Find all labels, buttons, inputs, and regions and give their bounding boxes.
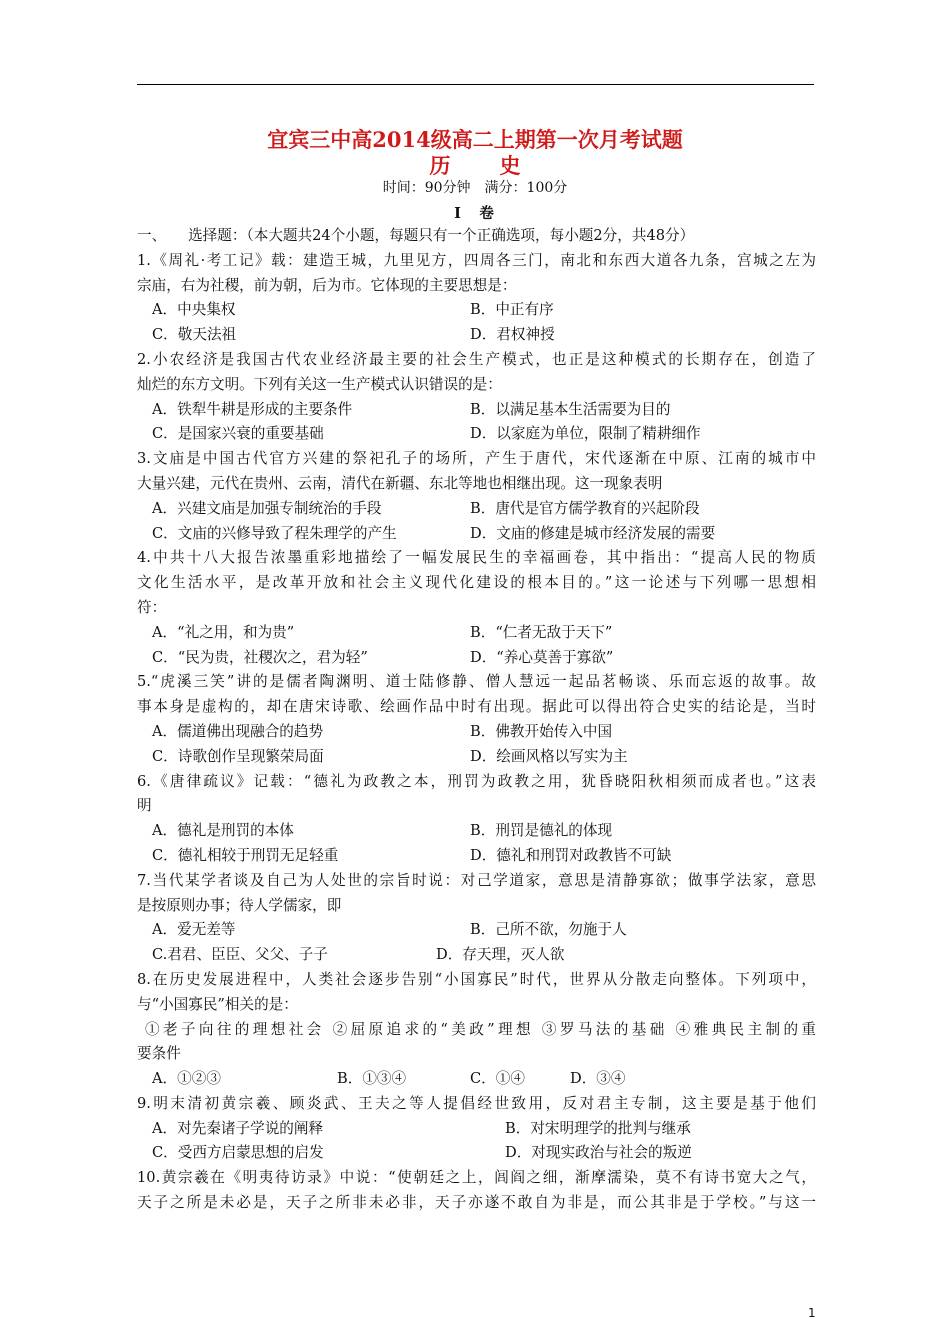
option-a: A．儒道佛出现融合的趋势 <box>152 722 324 740</box>
question-10-stem-line: 10.黄宗羲在《明夷待访录》中说：“使朝廷之上，闾阎之细，渐摩濡染，莫不有诗书宽大之气， <box>137 1169 816 1187</box>
option-c: C．诗歌创作呈现繁荣局面 <box>152 747 324 765</box>
option-c: C.君君、臣臣、父父、子子 <box>152 946 328 964</box>
option-b: B．以满足基本生活需要为目的 <box>470 400 671 418</box>
question-5-stem-line: 5.“虎溪三笑”讲的是儒者陶渊明、道士陆修静、僧人慧远一起品茗畅谈、乐而忘返的故事。故 <box>137 673 816 691</box>
option-a: A．对先秦诸子学说的阐释 <box>152 1119 324 1137</box>
option-b: B．己所不欲，勿施于人 <box>470 921 627 939</box>
option-d: D．德礼和刑罚对政教皆不可缺 <box>470 846 672 864</box>
option-c: C．受西方启蒙思想的启发 <box>152 1144 324 1162</box>
question-5-options <box>137 745 816 770</box>
question-5-stem-line: 事本身是虚构的，却在唐宋诗歌、绘画作品中时有出现。据此可以得出符合史实的结论是，当时 <box>137 698 816 716</box>
option-c: C．“民为贵，社稷次之，君为轻” <box>152 648 368 666</box>
question-6-stem-line: 6.《唐律疏议》记载：“德礼为政教之本，刑罚为政教之用，犹昏晓阳秋相须而成者也。”这表 <box>137 772 816 790</box>
option-c: C．①④ <box>470 1070 525 1088</box>
question-9-options <box>137 1141 816 1166</box>
question-1-options <box>137 323 816 348</box>
option-b: B．“仁者无敌于天下” <box>470 623 613 641</box>
question-5-options <box>137 720 816 745</box>
question-3-options <box>137 522 816 547</box>
section-heading: I 卷 <box>454 205 496 222</box>
question-2-stem-line: 2.小农经济是我国古代农业经济最主要的社会生产模式，也正是这种模式的长期存在，创造了 <box>137 350 816 368</box>
option-d: D．③④ <box>570 1070 626 1088</box>
option-d: D．君权神授 <box>470 326 555 344</box>
question-2-options <box>137 398 816 423</box>
question-2-stem-line: 灿烂的东方文明。下列有关这一生产模式认识错误的是： <box>137 375 502 393</box>
question-9-stem-line: 9.明末清初黄宗羲、顾炎武、王夫之等人提倡经世致用，反对君主专制，这主要是基于他们 <box>137 1094 816 1112</box>
option-a: A．铁犁牛耕是形成的主要条件 <box>152 400 353 418</box>
question-7-options <box>137 943 816 968</box>
question-7-stem-line: 7.当代某学者谈及自己为人处世的宗旨时说：对己学道家，意思是清静寡欲；做事学法家，意思 <box>137 871 816 889</box>
question-4-options <box>137 621 816 646</box>
question-3-stem-line: 3.文庙是中国古代官方兴建的祭祀孔子的场所，产生于唐代，宋代逐渐在中原、江南的城市中 <box>137 450 816 468</box>
question-1-stem-line: 宗庙，右为社稷，前为朝，后为市。它体现的主要思想是： <box>137 276 517 294</box>
option-d: D．绘画风格以写实为主 <box>470 747 628 765</box>
question-6-options <box>137 819 816 844</box>
option-a: A．兴建文庙是加强专制统治的手段 <box>152 499 382 517</box>
option-b: B．对宋明理学的批判与继承 <box>505 1119 691 1137</box>
question-2-options <box>137 422 816 447</box>
question-8-items-line: ①老子向往的理想社会 ②屈原追求的“美政”理想 ③罗马法的基础 ④雅典民主制的重 <box>145 1020 816 1038</box>
question-9-options <box>137 1117 816 1142</box>
exam-meta: 时间：90分钟 满分：100分 <box>382 180 568 196</box>
option-a: A．“礼之用，和为贵” <box>152 623 295 641</box>
option-b: B．唐代是官方儒学教育的兴起阶段 <box>470 499 700 517</box>
question-7-options <box>137 918 816 943</box>
option-c: C．文庙的兴修导致了程朱理学的产生 <box>152 524 397 542</box>
option-c: C．是国家兴衰的重要基础 <box>152 425 324 443</box>
question-7-stem-line: 是按原则办事；待人学儒家，即 <box>137 896 342 914</box>
question-6-stem-line: 明 <box>137 797 152 815</box>
option-a: A．①②③ <box>152 1070 221 1088</box>
question-4-stem-line: 文化生活水平，是改革开放和社会主义现代化建设的根本目的。”这一论述与下列哪一思想相 <box>137 574 816 592</box>
subject-title: 历 史 <box>429 153 535 178</box>
header-rule <box>137 84 814 85</box>
question-4-stem-line: 4.中共十八大报告浓墨重彩地描绘了一幅发展民生的幸福画卷，其中指出：“提高人民的物质 <box>137 549 816 567</box>
question-6-options <box>137 844 816 869</box>
question-list <box>137 224 816 1216</box>
question-4-stem-line: 符： <box>137 598 167 616</box>
question-10-stem-line: 天子之所是未必是，天子之所非未必非，天子亦遂不敢自为非是，而公其非是于学校。”与这一 <box>137 1194 816 1212</box>
option-c: C．德礼相较于刑罚无足轻重 <box>152 846 339 864</box>
option-d: D．对现实政治与社会的叛逆 <box>505 1144 692 1162</box>
question-8-stem-line: 与“小国寡民”相关的是： <box>137 995 298 1013</box>
option-b: B．佛教开始传入中国 <box>470 722 613 740</box>
option-b: B．中正有序 <box>470 301 554 319</box>
section-intro: 一、 选择题：（本大题共24个小题，每题只有一个正确选项，每小题2分，共48分） <box>137 227 695 244</box>
question-1-stem-line: 1.《周礼·考工记》载：建造王城，九里见方，四周各三门，南北和东西大道各九条，宫城之左为 <box>137 251 816 269</box>
option-b: B．①③④ <box>337 1070 407 1088</box>
question-4-options <box>137 646 816 671</box>
option-c: C．敬天法祖 <box>152 326 237 344</box>
question-3-stem-line: 大量兴建，元代在贵州、云南，清代在新疆、东北等地也相继出现。这一现象表明 <box>137 474 663 492</box>
question-1-options <box>137 298 816 323</box>
question-3-options <box>137 497 816 522</box>
option-a: A．爱无差等 <box>152 921 236 939</box>
exam-title: 宜宾三中高2014级高二上期第一次月考试题 <box>267 127 683 152</box>
page-number: 1 <box>808 1306 816 1320</box>
option-a: A．德礼是刑罚的本体 <box>152 822 294 840</box>
option-d: D．以家庭为单位，限制了精耕细作 <box>470 425 701 443</box>
option-d: D．存天理，灭人欲 <box>436 946 565 964</box>
question-8-options <box>137 1067 816 1092</box>
option-d: D．文庙的修建是城市经济发展的需要 <box>470 524 716 542</box>
option-b: B．刑罚是德礼的体现 <box>470 822 613 840</box>
option-d: D．“养心莫善于寡欲” <box>470 648 614 666</box>
question-8-stem-line: 8.在历史发展进程中，人类社会逐步告别“小国寡民”时代，世界从分散走向整体。下列项中， <box>137 970 816 988</box>
option-a: A．中央集权 <box>152 301 236 319</box>
question-8-items-line: 要条件 <box>137 1045 181 1063</box>
